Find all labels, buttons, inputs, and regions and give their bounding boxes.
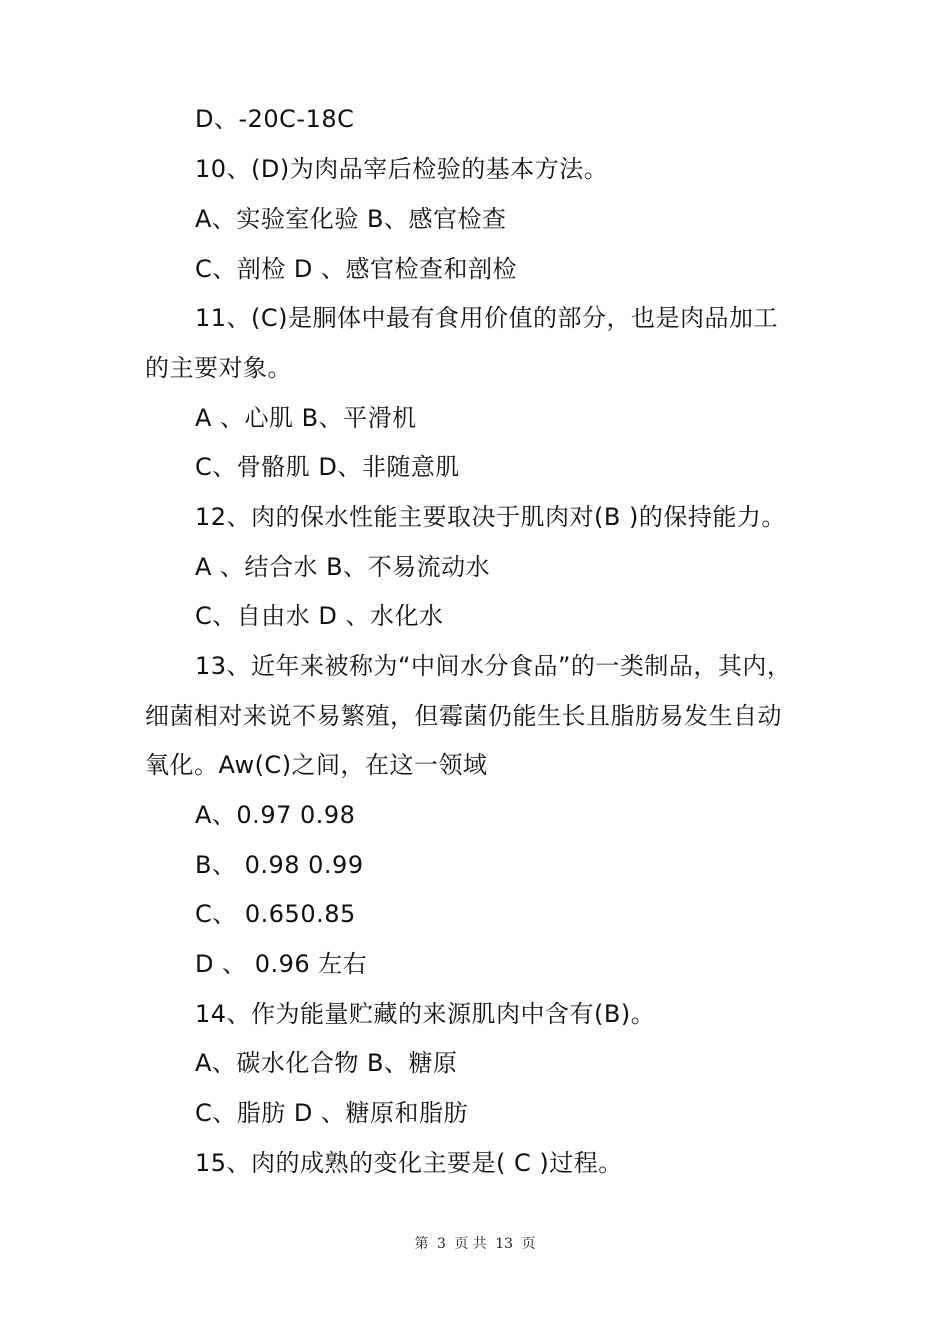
text-line-q13-option-c: C、 0.650.85 bbox=[195, 900, 356, 928]
text-line-question-11-cont: 的主要对象。 bbox=[145, 354, 292, 382]
text-line-q13-option-a: A、0.97 0.98 bbox=[195, 801, 356, 829]
text-line-q11-options-ab: A 、心肌 B、平滑机 bbox=[195, 404, 417, 432]
footer-current-page: 3 bbox=[436, 1236, 446, 1252]
text-line-q13-option-b: B、 0.98 0.99 bbox=[195, 851, 364, 879]
text-line-q11-options-cd: C、骨骼肌 D、非随意肌 bbox=[195, 453, 460, 481]
text-line-q14-options-cd: C、脂肪 D 、糖原和脂肪 bbox=[195, 1099, 468, 1127]
page-footer bbox=[0, 1234, 950, 1254]
text-line-q10-options-cd: C、剖检 D 、感官检查和剖检 bbox=[195, 255, 517, 283]
text-line-question-11: 11、(C)是胴体中最有食用价值的部分，也是肉品加工 bbox=[195, 304, 779, 332]
text-line-question-15: 15、肉的成熟的变化主要是( C )过程。 bbox=[195, 1149, 623, 1177]
footer-middle: 页 共 bbox=[454, 1236, 487, 1252]
text-line-question-10: 10、(D)为肉品宰后检验的基本方法。 bbox=[195, 155, 609, 183]
footer-suffix: 页 bbox=[521, 1236, 536, 1252]
text-line-q12-options-ab: A 、结合水 B、不易流动水 bbox=[195, 553, 491, 581]
text-line-q14-options-ab: A、碳水化合物 B、糖原 bbox=[195, 1049, 458, 1077]
text-line-question-13: 13、近年来被称为“中间水分食品”的一类制品，其内， bbox=[195, 652, 792, 680]
text-line-q10-options-ab: A、实验室化验 B、感官检查 bbox=[195, 205, 507, 233]
footer-total-pages: 13 bbox=[495, 1236, 514, 1252]
text-line-question-14: 14、作为能量贮藏的来源肌肉中含有(B)。 bbox=[195, 1000, 656, 1028]
text-line-option-d-temperature: D、-20C-18C bbox=[195, 105, 355, 133]
text-line-question-13-cont-2: 氧化。Aw(C)之间，在这一领域 bbox=[145, 751, 488, 779]
text-line-q12-options-cd: C、自由水 D 、水化水 bbox=[195, 602, 444, 630]
text-line-question-13-cont-1: 细菌相对来说不易繁殖，但霉菌仍能生长且脂肪易发生自动 bbox=[145, 702, 782, 730]
text-line-q13-option-d: D 、 0.96 左右 bbox=[195, 950, 368, 978]
text-line-question-12: 12、肉的保水性能主要取决于肌肉对(B )的保持能力。 bbox=[195, 503, 786, 531]
footer-prefix: 第 bbox=[414, 1236, 429, 1252]
